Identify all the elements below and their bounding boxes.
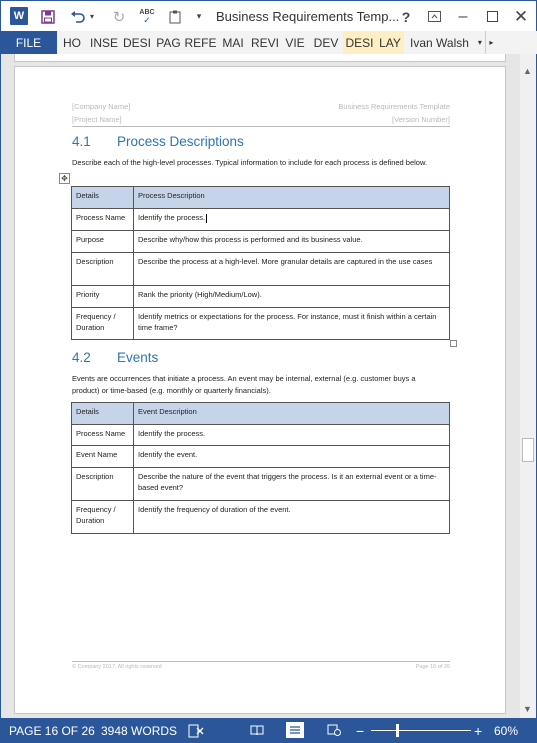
word-app-icon[interactable]: W [10, 7, 28, 25]
table-cell[interactable]: Identify the event. [134, 446, 450, 468]
table-cell[interactable]: Describe why/how this process is performed and its business value. [134, 231, 450, 253]
table-row [72, 501, 450, 534]
title-bar [0, 0, 537, 31]
save-icon[interactable] [38, 1, 58, 32]
table-cell[interactable]: Purpose [72, 231, 134, 253]
table-cell[interactable]: Event Description [134, 403, 450, 425]
table-cell[interactable]: Describe the process at a high-level. More granular details are captured in the use cases [134, 253, 450, 286]
table-header-row [72, 403, 450, 425]
status-bar [0, 718, 537, 743]
scroll-down-icon[interactable]: ▼ [523, 704, 532, 714]
read-mode-icon[interactable] [248, 722, 266, 738]
ribbon-tabs [57, 31, 537, 54]
cell-text: Identify the process. [138, 213, 206, 222]
ribbon-display-icon[interactable] [425, 1, 443, 32]
table-cell[interactable]: Frequency / Duration [72, 308, 134, 340]
ribbon-tab-bar [0, 31, 537, 54]
table-cell[interactable]: Details [72, 403, 134, 425]
document-page[interactable] [14, 66, 506, 714]
table-cell[interactable] [134, 209, 450, 231]
table-row [72, 446, 450, 468]
section-intro: Describe each of the high-level processes. Typical information to include for each process is defined below. [72, 158, 428, 167]
section-intro: Events are occurrences that initiate a process. An event may be internal, external (e.g. customer buys a product) or time-based (e.g. monthly or quarterly financials). [72, 374, 416, 395]
table-row [72, 286, 450, 308]
table-cell[interactable]: Identify the frequency of duration of the event. [134, 501, 450, 534]
scrollbar-thumb[interactable] [522, 438, 534, 462]
header-version-number: [Version Number] [392, 115, 450, 124]
scroll-up-icon[interactable]: ▲ [523, 66, 532, 76]
ribbon-scroll-right-icon[interactable]: ▸ [485, 31, 497, 54]
table-cell[interactable]: Process Name [72, 425, 134, 446]
undo-dropdown-icon[interactable]: ▾ [89, 12, 94, 21]
header-template-name: Business Requirements Template [338, 102, 450, 111]
table-cell[interactable]: Details [72, 187, 134, 209]
word-count[interactable]: 3948 WORDS [101, 723, 178, 738]
footer-page-number: Page 16 of 26 [415, 664, 450, 670]
tab-references[interactable]: REFE [184, 31, 217, 54]
window-title: Business Requirements Temp... [216, 9, 400, 24]
table-row [72, 231, 450, 253]
table-cell[interactable]: Description [72, 468, 134, 501]
text-cursor [206, 214, 207, 223]
table-cell[interactable]: Description [72, 253, 134, 286]
table-row [72, 425, 450, 446]
clipboard-icon[interactable] [165, 1, 185, 32]
header-divider [72, 126, 450, 127]
tab-table-layout[interactable]: LAY [376, 31, 404, 54]
footer-divider [72, 661, 450, 662]
section-title: Events [117, 350, 159, 365]
footer-copyright: © Company 2017. All rights reserved [72, 664, 162, 670]
zoom-slider-thumb[interactable] [396, 724, 399, 737]
table-row [72, 209, 450, 231]
table-cell[interactable]: Frequency / Duration [72, 501, 134, 534]
proofing-icon[interactable] [188, 718, 204, 743]
section-number: 4.1 [72, 134, 91, 149]
minimize-icon[interactable]: – [458, 7, 468, 25]
table-cell[interactable]: Describe the nature of the event that triggers the process. Is it an external event or a time-based event? [134, 468, 450, 501]
tab-view[interactable]: VIE [281, 31, 309, 54]
section-title: Process Descriptions [117, 134, 244, 149]
header-company-name: [Company Name] [72, 102, 131, 111]
tab-mailings[interactable]: MAI [217, 31, 249, 54]
user-dropdown-icon[interactable]: ▾ [475, 31, 485, 54]
redo-icon[interactable]: ↻ [112, 8, 126, 26]
maximize-icon[interactable] [483, 1, 501, 32]
user-account[interactable]: Ivan Walsh [410, 35, 469, 50]
web-layout-icon[interactable] [325, 722, 343, 738]
table-cell[interactable]: Event Name [72, 446, 134, 468]
table-row [72, 468, 450, 501]
zoom-in-icon[interactable]: + [474, 722, 483, 739]
print-layout-icon[interactable] [286, 722, 304, 738]
table-header-row [72, 187, 450, 209]
event-description-table [71, 402, 450, 534]
tab-insert[interactable]: INSE [87, 31, 121, 54]
table-cell[interactable]: Process Name [72, 209, 134, 231]
tab-file[interactable]: FILE [0, 31, 57, 54]
spelling-icon[interactable]: ABC ✓ [139, 8, 155, 25]
help-icon[interactable]: ? [401, 8, 411, 25]
section-number: 4.2 [72, 350, 91, 365]
tab-design[interactable]: DESI [121, 31, 153, 54]
table-move-handle-icon[interactable]: ✥ [59, 173, 70, 184]
tab-review[interactable]: REVI [249, 31, 281, 54]
undo-icon[interactable] [67, 1, 87, 32]
vertical-scrollbar[interactable] [520, 54, 537, 718]
zoom-out-icon[interactable]: − [356, 722, 365, 739]
section-heading-process-descriptions [72, 134, 244, 149]
zoom-level[interactable]: 60% [494, 723, 519, 738]
tab-table-design[interactable]: DESI [343, 31, 376, 54]
table-row [72, 308, 450, 340]
table-resize-handle[interactable] [450, 340, 457, 347]
table-cell[interactable]: Identify metrics or expectations for the process. For instance, must it finish within a certain time frame? [134, 308, 450, 340]
table-cell[interactable]: Process Description [134, 187, 450, 209]
table-cell[interactable]: Priority [72, 286, 134, 308]
close-icon[interactable]: ✕ [513, 6, 529, 26]
tab-home[interactable]: HO [57, 31, 87, 54]
section-heading-events [72, 350, 158, 365]
tab-page-layout[interactable]: PAG [153, 31, 184, 54]
process-description-table [71, 186, 450, 340]
table-row [72, 253, 450, 286]
table-cell[interactable]: Rank the priority (High/Medium/Low). [134, 286, 450, 308]
previous-page-edge [14, 54, 506, 62]
page-count[interactable]: PAGE 16 OF 26 [9, 723, 95, 738]
tab-developer[interactable]: DEV [309, 31, 343, 54]
customize-toolbar-icon[interactable]: ▾ [196, 11, 202, 21]
document-area [0, 54, 520, 718]
header-project-name: [Project Name] [72, 115, 122, 124]
zoom-slider-track[interactable] [371, 730, 471, 731]
table-cell[interactable]: Identify the process. [134, 425, 450, 446]
